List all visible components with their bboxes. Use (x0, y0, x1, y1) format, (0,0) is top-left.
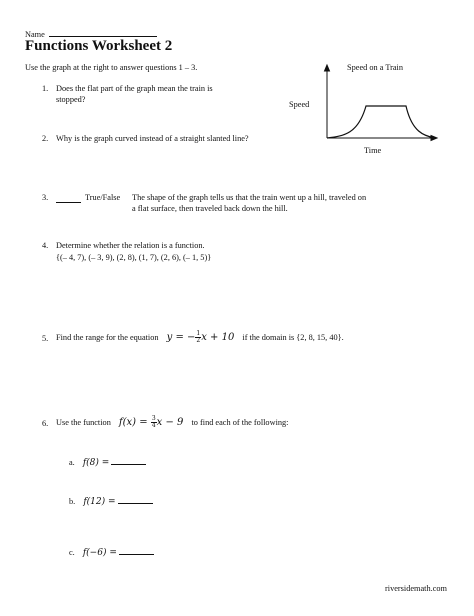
name-label: Name (25, 30, 45, 39)
part-c-expr: f(−6) = (82, 548, 117, 558)
q4-number: 4. (42, 241, 49, 250)
q5-frac-den: 2 (196, 337, 201, 344)
q3-text-line2: a flat surface, then traveled back down the hill. (132, 204, 288, 213)
q6-eq-lhs: f(x) = (118, 417, 148, 428)
q3-answer-blank[interactable] (56, 193, 81, 203)
q1-text-line2: stopped? (56, 95, 86, 104)
speed-graph (316, 62, 441, 142)
q5-equation (167, 332, 235, 343)
q1-text-line1: Does the flat part of the graph mean the train is (56, 84, 213, 93)
q6-equation (119, 417, 183, 428)
part-b-expr: f(12) = (83, 497, 116, 507)
page-title: Functions Worksheet 2 (25, 38, 173, 54)
part-b-letter: b. (69, 497, 76, 506)
part-a-letter: a. (69, 458, 75, 467)
q2-number: 2. (42, 134, 49, 143)
q6-text-pre: Use the function (56, 418, 111, 427)
q5-eq-rhs: x + 10 (201, 332, 235, 343)
part-c-letter: c. (69, 548, 75, 557)
q6-line (56, 414, 288, 432)
q1-number: 1. (42, 84, 49, 93)
q3-number: 3. (42, 193, 49, 202)
y-axis-arrow (325, 65, 330, 71)
part-a (69, 455, 146, 469)
part-a-blank[interactable] (111, 455, 146, 465)
footer-website: riversidemath.com (385, 584, 447, 593)
q5-text-pre: Find the range for the equation (56, 333, 159, 342)
part-b (69, 494, 153, 508)
name-blank[interactable] (49, 27, 157, 37)
graph-xlabel: Time (364, 146, 382, 155)
instructions: Use the graph at the right to answer questions 1 – 3. (25, 63, 198, 72)
q6-text-post: to find each of the following: (191, 418, 289, 427)
part-b-blank[interactable] (118, 494, 153, 504)
q5-text-post: if the domain is {2, 8, 15, 40}. (242, 333, 344, 342)
part-a-expr: f(8) = (82, 458, 110, 468)
part-c (69, 545, 154, 559)
q5-eq-lhs: y = − (166, 332, 196, 343)
q2-text: Why is the graph curved instead of a straight slanted line? (56, 134, 249, 143)
part-c-blank[interactable] (119, 545, 154, 555)
q3-true-false: True/False (85, 193, 121, 202)
q6-frac-den: 4 (151, 422, 156, 429)
q5-number: 5. (42, 334, 49, 343)
q6-frac-num: 3 (151, 415, 156, 422)
q6-number: 6. (42, 419, 49, 428)
q3-text-line1: The shape of the graph tells us that the train went up a hill, traveled on (132, 193, 367, 202)
q5-line (56, 329, 344, 347)
graph-title: Speed on a Train (347, 63, 404, 72)
q4-text: Determine whether the relation is a function. (56, 241, 205, 250)
q4-relation: {(– 4, 7), (– 3, 9), (2, 8), (1, 7), (2, 6), (– 1, 5)} (56, 253, 212, 262)
q6-eq-rhs: x − 9 (156, 417, 184, 428)
q5-frac-num: 1 (196, 330, 201, 337)
graph-ylabel: Speed (289, 100, 310, 109)
graph-axes (325, 65, 438, 141)
speed-curve (327, 106, 435, 138)
